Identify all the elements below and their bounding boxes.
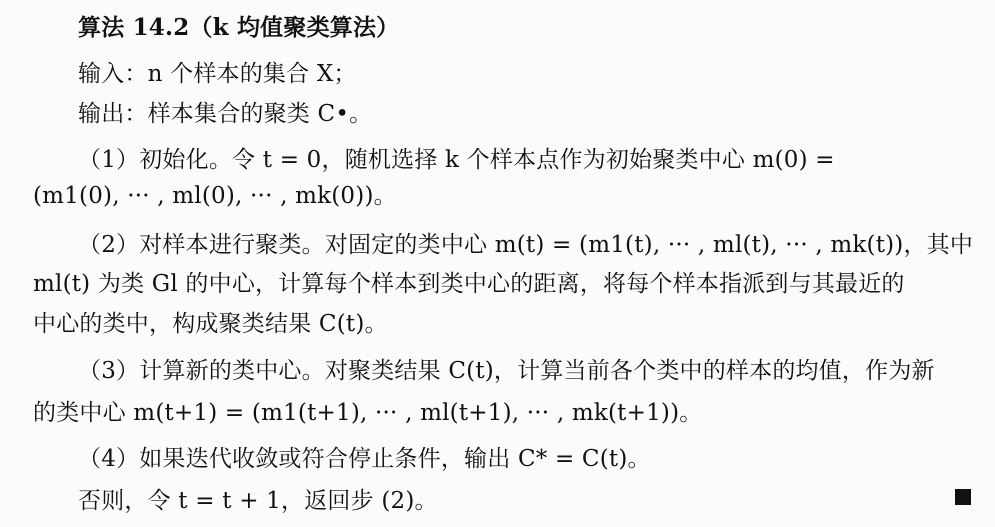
step-3-line-2: 的类中心 m(t+1) = (m1(t+1), ··· , ml(t+1), ··· , mk(t+1))。	[33, 400, 703, 426]
output-line	[78, 103, 372, 126]
input-line	[78, 63, 357, 86]
step-3-line-1: （3）计算新的类中心。对聚类结果 C(t)，计算当前各个类中的样本的均值，作为新	[78, 358, 935, 384]
end-of-proof-mark	[955, 489, 971, 505]
step-1-line-2: (m1(0), ··· , ml(0), ··· , mk(0))。	[33, 183, 397, 209]
step-1-line-1: （1）初始化。令 t = 0，随机选择 k 个样本点作为初始聚类中心 m(0) =	[78, 147, 835, 173]
step-4-line-1: （4）如果迭代收敛或符合停止条件，输出 C* = C(t)。	[78, 446, 651, 472]
input-label: 输入：	[78, 61, 148, 87]
input-text: n 个样本的集合 X；	[147, 61, 357, 87]
algorithm-title: 算法 14.2（k 均值聚类算法）	[78, 14, 400, 41]
step-4-line-2: 否则，令 t = t + 1，返回步 (2)。	[78, 488, 438, 514]
output-text: 样本集合的聚类 C•。	[147, 101, 373, 127]
step-2-line-2: ml(t) 为类 Gl 的中心，计算每个样本到类中心的距离，将每个样本指派到与其最近的	[33, 271, 905, 297]
step-2-line-3: 中心的类中，构成聚类结果 C(t)。	[33, 311, 388, 337]
output-label: 输出：	[78, 101, 148, 127]
step-2-line-1: （2）对样本进行聚类。对固定的类中心 m(t) = (m1(t), ··· , ml(t), ··· , mk(t))，其中	[78, 232, 974, 258]
